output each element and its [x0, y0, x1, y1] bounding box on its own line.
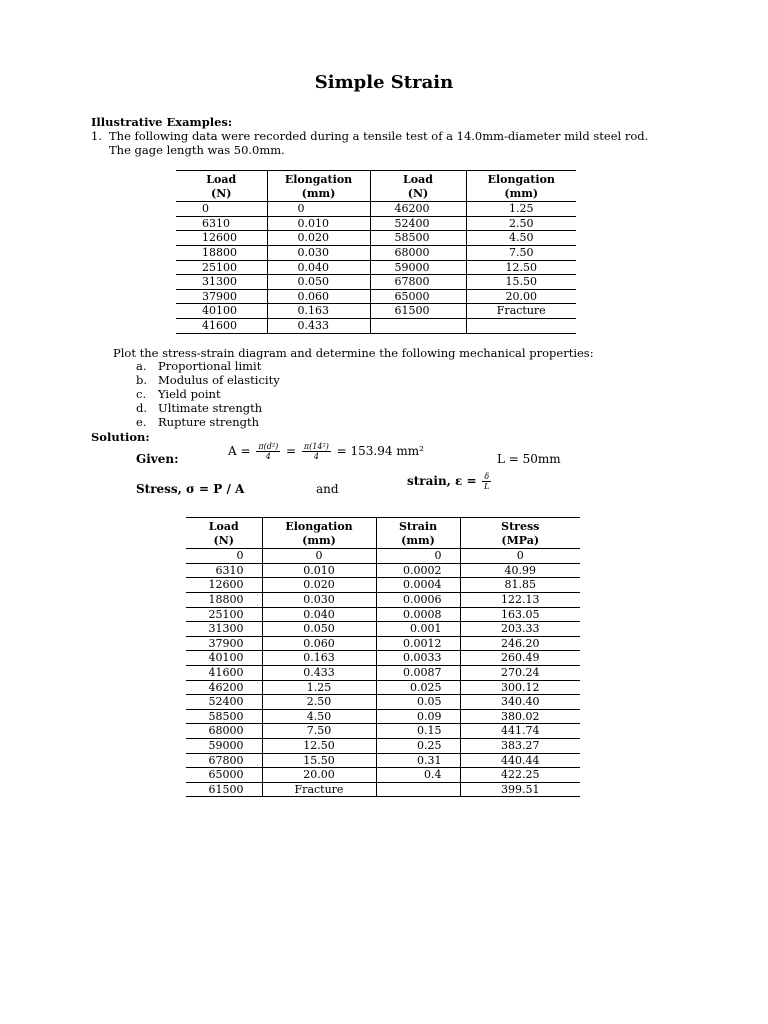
- table-cell: 31300: [186, 622, 262, 637]
- table-cell: 0.0004: [376, 578, 460, 593]
- column-header-line: (mm): [504, 186, 539, 200]
- table-cell: 12600: [176, 231, 267, 246]
- header-row: [186, 518, 580, 549]
- table-row: [176, 289, 576, 304]
- property-item: [136, 401, 280, 415]
- table-cell: 2.50: [262, 695, 376, 710]
- column-header: [262, 518, 376, 549]
- column-header-line: (mm): [302, 533, 336, 547]
- table-cell: 300.12: [460, 680, 580, 695]
- strain-formula: [407, 472, 493, 491]
- column-header-line: Load: [208, 520, 239, 533]
- column-header-line: Elongation: [285, 520, 353, 533]
- table-cell: 52400: [370, 216, 466, 231]
- table-cell: 122.13: [460, 592, 580, 607]
- table-cell: 20.00: [466, 289, 576, 304]
- table-cell: 422.25: [460, 768, 580, 783]
- property-label: Ultimate strength: [158, 401, 263, 415]
- table-cell: 81.85: [460, 578, 580, 593]
- property-item: [136, 359, 280, 373]
- area-lhs: A =: [228, 444, 251, 458]
- table-cell: 0.05: [376, 695, 460, 710]
- table-cell: 0.050: [267, 275, 370, 290]
- table-row: [176, 304, 576, 319]
- property-label: Proportional limit: [158, 359, 262, 373]
- table-cell: 68000: [186, 724, 262, 739]
- table-row: [186, 578, 580, 593]
- table-cell: 59000: [186, 738, 262, 753]
- property-label: Rupture strength: [158, 415, 260, 429]
- strain-fraction: $\frac{\delta}{L}$: [484, 472, 490, 491]
- table-cell: 0.025: [376, 680, 460, 695]
- table-cell: 0: [376, 549, 460, 564]
- table-cell: 1.25: [262, 680, 376, 695]
- table-row: [186, 768, 580, 783]
- table-cell: 0: [262, 549, 376, 564]
- table-cell: 0.040: [267, 260, 370, 275]
- table-cell: 15.50: [262, 753, 376, 768]
- given-label: Given:: [136, 452, 179, 466]
- table-cell: 0.0087: [376, 665, 460, 680]
- column-header: [176, 171, 267, 202]
- table-cell: 0.0033: [376, 651, 460, 666]
- table-row: [186, 607, 580, 622]
- table-cell: 0: [267, 202, 370, 217]
- table-cell: 37900: [176, 289, 267, 304]
- header-row: [176, 171, 576, 202]
- table-cell: 12.50: [466, 260, 576, 275]
- area-fraction-2: $\frac{\text{π(14²)}}{4}$: [303, 442, 329, 461]
- table-cell: 61500: [370, 304, 466, 319]
- table-cell: 7.50: [262, 724, 376, 739]
- table-row: [186, 724, 580, 739]
- table-cell: 0.030: [262, 592, 376, 607]
- table-cell: 0.060: [267, 289, 370, 304]
- table-cell: 12600: [186, 578, 262, 593]
- table-cell: 0.09: [376, 709, 460, 724]
- stress-strain-table: [186, 517, 580, 797]
- table-cell: 31300: [176, 275, 267, 290]
- table-cell: 4.50: [262, 709, 376, 724]
- tensile-data-table: [176, 170, 576, 334]
- table-cell: 399.51: [460, 782, 580, 797]
- table-row: [176, 231, 576, 246]
- column-header-line: Load: [206, 173, 237, 186]
- table-row: [186, 695, 580, 710]
- table-cell: 2.50: [466, 216, 576, 231]
- column-header: [376, 518, 460, 549]
- table-cell: 0.010: [267, 216, 370, 231]
- table-cell: 68000: [370, 245, 466, 260]
- table-cell: 0.4: [376, 768, 460, 783]
- property-marker: d.: [136, 401, 148, 415]
- table-cell: 0.0002: [376, 563, 460, 578]
- strain-label: strain, ε =: [407, 474, 477, 488]
- table-cell: 61500: [186, 782, 262, 797]
- column-header-line: Stress: [501, 520, 540, 533]
- table-cell: 25100: [176, 260, 267, 275]
- table-cell: 25100: [186, 607, 262, 622]
- table-cell: 37900: [186, 636, 262, 651]
- table-cell: 0.060: [262, 636, 376, 651]
- table-cell: 41600: [186, 665, 262, 680]
- table-cell: 46200: [186, 680, 262, 695]
- column-header-line: Elongation: [487, 173, 555, 186]
- table-cell: 52400: [186, 695, 262, 710]
- table-row: [186, 782, 580, 797]
- table-cell: 0.030: [267, 245, 370, 260]
- column-header-line: (mm): [301, 186, 336, 200]
- table-row: [176, 318, 576, 333]
- column-header: [460, 518, 580, 549]
- table-cell: 40100: [186, 651, 262, 666]
- table-cell: 0.25: [376, 738, 460, 753]
- table-cell: 380.02: [460, 709, 580, 724]
- table-cell: 0.15: [376, 724, 460, 739]
- table-cell: 0.001: [376, 622, 460, 637]
- table-row: [186, 709, 580, 724]
- table-cell: 58500: [186, 709, 262, 724]
- table-cell: 0: [186, 549, 262, 564]
- table-cell: 59000: [370, 260, 466, 275]
- column-header-line: Elongation: [284, 173, 353, 186]
- table-row: [186, 665, 580, 680]
- table-cell: 6310: [186, 563, 262, 578]
- table-cell: 0.020: [267, 231, 370, 246]
- property-marker: c.: [136, 387, 147, 401]
- problem-line-2: The gage length was 50.0mm.: [109, 143, 285, 157]
- table-cell: 58500: [370, 231, 466, 246]
- table-row: [176, 260, 576, 275]
- table-cell: 40.99: [460, 563, 580, 578]
- table-cell: 0.050: [262, 622, 376, 637]
- area-result: = 153.94 mm²: [336, 444, 424, 458]
- table-cell: Fracture: [262, 782, 376, 797]
- table-cell: 0.0008: [376, 607, 460, 622]
- table-cell: [370, 318, 466, 333]
- column-header-line: Strain: [398, 520, 438, 533]
- table-cell: 203.33: [460, 622, 580, 637]
- table-cell: [466, 318, 576, 333]
- table-cell: 65000: [186, 768, 262, 783]
- table-row: [176, 275, 576, 290]
- column-header-line: (mm): [401, 533, 435, 547]
- problem-line-1: The following data were recorded during a tensile test of a 14.0mm-diameter mild steel rod.: [109, 129, 649, 143]
- table-row: [186, 651, 580, 666]
- gage-length: L = 50mm: [497, 452, 561, 466]
- table-cell: 0.433: [267, 318, 370, 333]
- table-cell: 46200: [370, 202, 466, 217]
- column-header-line: (N): [407, 186, 429, 200]
- page-title: Simple Strain: [314, 72, 454, 93]
- table-cell: 0.040: [262, 607, 376, 622]
- table-row: [186, 592, 580, 607]
- table-cell: 340.40: [460, 695, 580, 710]
- and-text: and: [316, 482, 339, 496]
- area-fraction-1: $\frac{\text{π(d²)}}{4}$: [258, 442, 279, 461]
- table-cell: 0.31: [376, 753, 460, 768]
- property-label: Yield point: [158, 387, 221, 401]
- column-header-line: Load: [403, 173, 433, 186]
- property-label: Modulus of elasticity: [158, 373, 280, 387]
- property-item: [136, 415, 280, 429]
- table-row: [186, 549, 580, 564]
- table-cell: 40100: [176, 304, 267, 319]
- stress-formula: Stress, σ = P / A: [136, 482, 245, 496]
- illustrative-examples-heading: Illustrative Examples:: [91, 115, 233, 129]
- table-cell: 67800: [370, 275, 466, 290]
- table-cell: 1.25: [466, 202, 576, 217]
- column-header: [267, 171, 370, 202]
- area-equation: [228, 442, 424, 461]
- table-row: [186, 753, 580, 768]
- table-cell: 0.163: [262, 651, 376, 666]
- table-row: [176, 245, 576, 260]
- table-cell: 7.50: [466, 245, 576, 260]
- table-cell: 0.0012: [376, 636, 460, 651]
- table-cell: 270.24: [460, 665, 580, 680]
- table-cell: Fracture: [466, 304, 576, 319]
- property-marker: a.: [136, 359, 147, 373]
- table-cell: 67800: [186, 753, 262, 768]
- property-item: [136, 373, 280, 387]
- problem-number: 1.: [91, 129, 102, 143]
- table-row: [186, 680, 580, 695]
- table-cell: 0: [460, 549, 580, 564]
- table-cell: 6310: [176, 216, 267, 231]
- table-cell: 0.163: [267, 304, 370, 319]
- properties-list: [136, 359, 280, 429]
- table-row: [176, 202, 576, 217]
- table-cell: 0: [176, 202, 267, 217]
- table-cell: 15.50: [466, 275, 576, 290]
- table-cell: 12.50: [262, 738, 376, 753]
- table-cell: 18800: [186, 592, 262, 607]
- table-cell: 440.44: [460, 753, 580, 768]
- table-row: [186, 563, 580, 578]
- table-cell: 0.0006: [376, 592, 460, 607]
- table-row: [186, 622, 580, 637]
- table-row: [186, 636, 580, 651]
- table-cell: 163.05: [460, 607, 580, 622]
- instruction-text: Plot the stress-strain diagram and determine the following mechanical properties:: [113, 346, 594, 360]
- column-header: [370, 171, 466, 202]
- table-cell: 260.49: [460, 651, 580, 666]
- column-header: [466, 171, 576, 202]
- column-header-line: (N): [211, 186, 232, 200]
- table-row: [186, 738, 580, 753]
- table-cell: 0.433: [262, 665, 376, 680]
- solution-heading: Solution:: [91, 430, 150, 444]
- property-item: [136, 387, 280, 401]
- table-cell: 18800: [176, 245, 267, 260]
- table-cell: 441.74: [460, 724, 580, 739]
- table-row: [176, 216, 576, 231]
- property-marker: b.: [136, 373, 148, 387]
- table-cell: [376, 782, 460, 797]
- column-header-line: (MPa): [501, 533, 540, 547]
- table-cell: 0.020: [262, 578, 376, 593]
- column-header-line: (N): [213, 533, 234, 547]
- property-marker: e.: [136, 415, 147, 429]
- column-header: [186, 518, 262, 549]
- table-cell: 20.00: [262, 768, 376, 783]
- table-cell: 246.20: [460, 636, 580, 651]
- table-cell: 4.50: [466, 231, 576, 246]
- table-cell: 0.010: [262, 563, 376, 578]
- table-cell: 383.27: [460, 738, 580, 753]
- table-cell: 65000: [370, 289, 466, 304]
- table-cell: 41600: [176, 318, 267, 333]
- equals-sign: =: [286, 444, 297, 458]
